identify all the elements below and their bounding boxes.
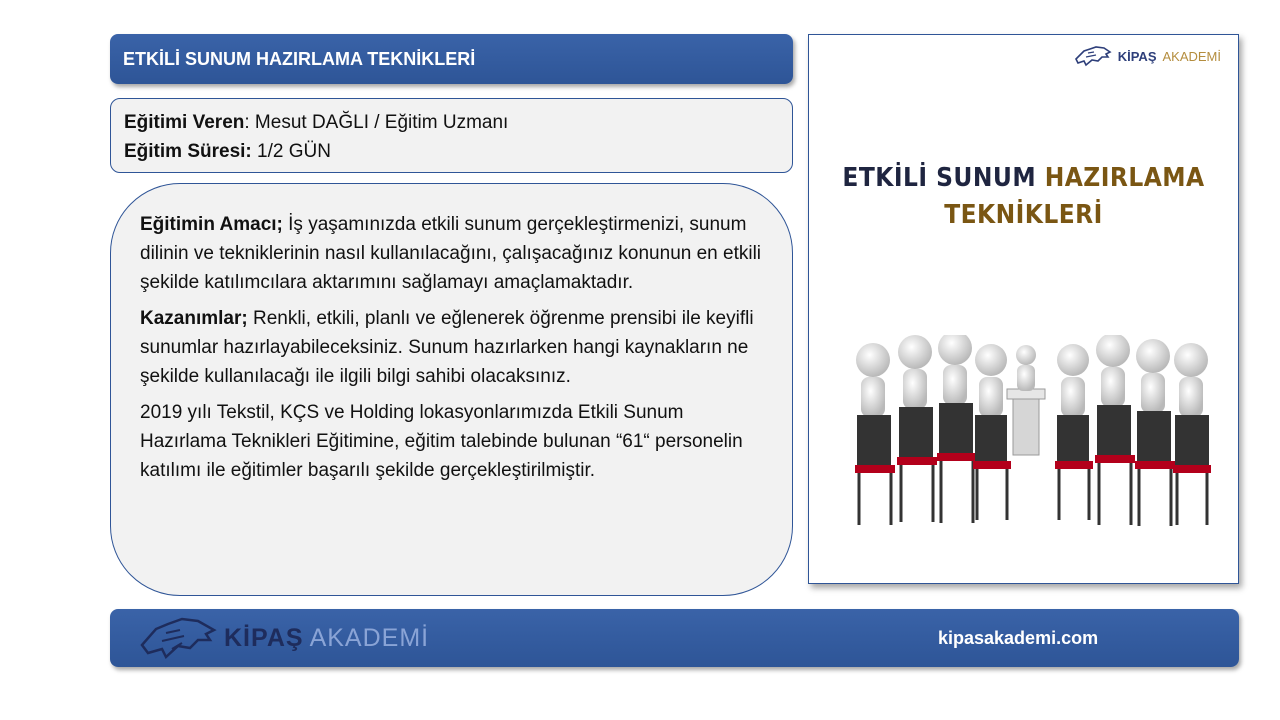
cover-logo xyxy=(1074,45,1221,67)
cover-title-gold-2: TEKNİKLERİ xyxy=(944,200,1103,230)
cover-title-dark: ETKİLİ SUNUM xyxy=(842,163,1045,193)
summary-paragraph: 2019 yılı Tekstil, KÇS ve Holding lokasyonlarımızda Etkili Sunum Hazırlama Teknikleri Eğitimine, eğitim talebinde bulunan “61“ personelin katılımı ile eğitimler başarılı şekilde gerçekleştirilmiştir. xyxy=(140,402,743,481)
purpose-text: İş yaşamınızda etkili sunum gerçekleştirmenizi, sunum dilinin ve tekniklerinin nasıl kullanılacağını, çalışacağınız konunun en etkili şekilde katılımcılara aktarımını sağlamayı amaçlamaktadır. xyxy=(140,214,762,293)
purpose-paragraph xyxy=(140,210,762,297)
wolf-logo-icon xyxy=(138,615,218,661)
footer-logo-word: AKADEMİ xyxy=(309,623,430,652)
trainer-label: Eğitimi Veren xyxy=(124,112,245,133)
cover-title xyxy=(830,160,1216,234)
purpose-label: Eğitimin Amacı; xyxy=(140,214,283,235)
cover-logo-word: AKADEMİ xyxy=(1162,48,1221,64)
gains-paragraph xyxy=(140,304,762,391)
cover-card xyxy=(808,34,1239,584)
cover-title-gold-1: HAZIRLAMA xyxy=(1044,163,1205,193)
duration-label: Eğitim Süresi: xyxy=(124,141,252,162)
footer-logo xyxy=(138,615,429,661)
gains-label: Kazanımlar; xyxy=(140,308,248,329)
cover-logo-brand: KİPAŞ xyxy=(1117,48,1157,64)
footer-bar xyxy=(110,609,1239,667)
trainer-value: : Mesut DAĞLI / Eğitim Uzmanı xyxy=(244,112,509,133)
audience-presentation-illustration xyxy=(853,335,1213,560)
gains-text: Renkli, etkili, planlı ve eğlenerek öğrenme prensibi ile keyifli sunumlar hazırlayabileceksiniz. Sunum hazırlarken hangi kaynakların ne şekilde kullanılacağı ile ilgili bilgi sahibi olacaksınız. xyxy=(140,308,754,387)
duration-value: 1/2 GÜN xyxy=(251,141,331,162)
website-link[interactable]: kipasakademi.com xyxy=(938,628,1099,648)
slide-title: ETKİLİ SUNUM HAZIRLAMA TEKNİKLERİ xyxy=(110,34,793,84)
trainer-line xyxy=(124,108,779,137)
content-box xyxy=(110,183,793,596)
wolf-logo-icon xyxy=(1074,45,1112,67)
footer-logo-brand: KİPAŞ xyxy=(224,623,304,652)
duration-line xyxy=(124,137,779,166)
podium-icon xyxy=(1007,345,1045,455)
info-box xyxy=(110,98,793,173)
